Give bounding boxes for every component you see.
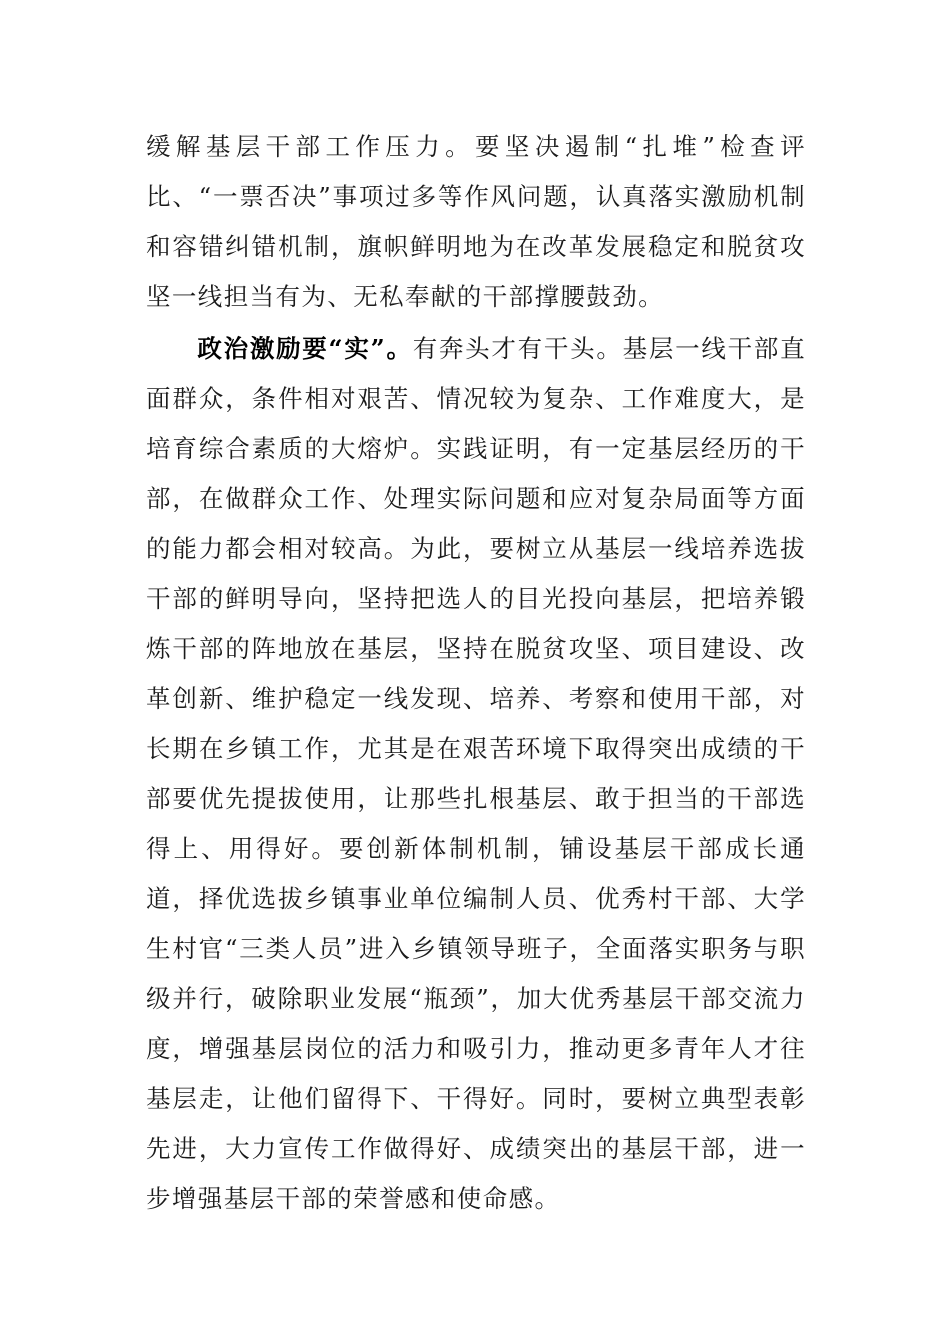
paragraph-1	[146, 122, 806, 322]
paragraph-2-lead: 政治激励要“实”。	[197, 334, 413, 363]
paragraph-2	[146, 324, 806, 1224]
paragraph-1-text: 缓解基层干部工作压力。要坚决遏制“扎堆”检查评比、“一票否决”事项过多等作风问题，认真落实激励机制和容错纠错机制，旗帜鲜明地为在改革发展稳定和脱贫攻坚一线担当有为、无私奉献的干部撑腰鼓劲。	[146, 132, 806, 311]
paragraph-2-body: 有奔头才有干头。基层一线干部直面群众，条件相对艰苦、情况较为复杂、工作难度大，是培育综合素质的大熔炉。实践证明，有一定基层经历的干部，在做群众工作、处理实际问题和应对复杂局面等方面的能力都会相对较高。为此，要树立从基层一线培养选拔干部的鲜明导向，坚持把选人的目光投向基层，把培养锻炼干部的阵地放在基层，坚持在脱贫攻坚、项目建设、改革创新、维护稳定一线发现、培养、考察和使用干部，对长期在乡镇工作，尤其是在艰苦环境下取得突出成绩的干部要优先提拔使用，让那些扎根基层、敢于担当的干部选得上、用得好。要创新体制机制，铺设基层干部成长通道，择优选拔乡镇事业单位编制人员、优秀村干部、大学生村官“三类人员”进入乡镇领导班子，全面落实职务与职级并行，破除职业发展“瓶颈”，加大优秀基层干部交流力度，增强基层岗位的活力和吸引力，推动更多青年人才往基层走，让他们留得下、干得好。同时，要树立典型表彰先进，大力宣传工作做得好、成绩突出的基层干部，进一步增强基层干部的荣誉感和使命感。	[146, 334, 806, 1213]
